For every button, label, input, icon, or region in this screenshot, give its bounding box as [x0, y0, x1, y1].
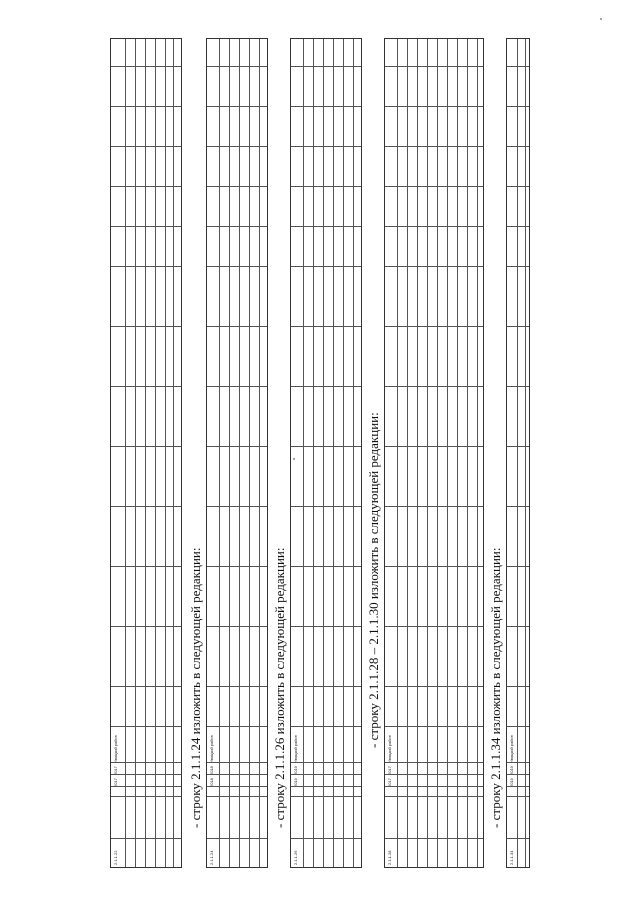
grid-column-line [207, 186, 267, 187]
grid-column-line [111, 146, 181, 147]
grid-column-line [207, 566, 267, 567]
grid-column-line [111, 266, 181, 267]
grid-column-line [291, 686, 361, 687]
grid-column-line [111, 186, 181, 187]
grid-column-line [291, 786, 361, 787]
grid-column-line [207, 506, 267, 507]
grid-column-line [385, 726, 483, 727]
grid-column-line [385, 146, 483, 147]
row-id: 2.1.1.22 [113, 850, 118, 865]
grid-column-line [385, 326, 483, 327]
grid-row-line [135, 39, 136, 867]
grid-column-line [207, 838, 267, 839]
grid-row-line [343, 39, 344, 867]
grid-column-line [111, 226, 181, 227]
grid-column-line [111, 762, 181, 763]
grid-row-line [259, 39, 260, 867]
grid-column-line [291, 226, 361, 227]
district: Ивацкий район [113, 734, 118, 763]
grid-row-line [219, 39, 220, 867]
row-id: 2.1.1.28 [387, 850, 392, 865]
year-start: 2017 [387, 777, 392, 787]
grid-column-line [291, 446, 361, 447]
grid-column-line [291, 796, 361, 797]
grid-column-line [291, 726, 361, 727]
year-start: 2017 [113, 777, 118, 787]
grid-column-line [111, 66, 181, 67]
table-block-5 [506, 38, 530, 868]
grid-column-line [111, 446, 181, 447]
grid-column-line [291, 774, 361, 775]
grid-column-line [291, 146, 361, 147]
table-block-2 [206, 38, 268, 868]
grid-column-line [207, 386, 267, 387]
district: Ивацкий район [387, 734, 392, 763]
district: Ивацкий район [293, 734, 298, 763]
grid-column-line [111, 106, 181, 107]
grid-row-line [249, 39, 250, 867]
district: Ивацкий район [509, 734, 514, 763]
grid-column-line [111, 838, 181, 839]
grid-column-line [291, 506, 361, 507]
year-start: 2018 [209, 777, 214, 787]
grid-column-line [207, 326, 267, 327]
grid-column-line [385, 266, 483, 267]
grid-column-line [291, 566, 361, 567]
year-end: 2017 [113, 765, 118, 775]
grid-row-line [477, 39, 478, 867]
grid-column-line [385, 386, 483, 387]
rotated-content [110, 38, 530, 868]
grid-column-line [385, 446, 483, 447]
grid-row-line [303, 39, 304, 867]
year-end: 2019 [509, 765, 514, 775]
year-end: 2018 [209, 765, 214, 775]
scan-speck [600, 18, 602, 20]
grid-column-line [111, 786, 181, 787]
grid-column-line [207, 762, 267, 763]
grid-column-line [111, 774, 181, 775]
grid-row-line [173, 39, 174, 867]
table-block-1 [110, 38, 182, 868]
grid-column-line [207, 774, 267, 775]
grid-row-line [125, 39, 126, 867]
grid-row-line [165, 39, 166, 867]
grid-row-line [145, 39, 146, 867]
grid-row-line [517, 39, 518, 867]
grid-column-line [111, 796, 181, 797]
grid-row-line [333, 39, 334, 867]
grid-column-line [111, 686, 181, 687]
grid-column-line [207, 146, 267, 147]
grid-row-line [353, 39, 354, 867]
table-block-3 [290, 38, 362, 868]
year-start: 2019 [509, 777, 514, 787]
caption-2: - строку 2.1.1.26 изложить в следующей редакции: [272, 547, 287, 828]
grid-row-line [457, 39, 458, 867]
grid-column-line [207, 726, 267, 727]
grid-column-line [385, 774, 483, 775]
grid-column-line [291, 326, 361, 327]
year-end: 2017 [387, 765, 392, 775]
grid-column-line [385, 566, 483, 567]
year-end: 2019 [293, 765, 298, 775]
grid-column-line [291, 106, 361, 107]
grid-column-line [207, 786, 267, 787]
grid-row-line [407, 39, 408, 867]
grid-column-line [111, 386, 181, 387]
grid-row-line [467, 39, 468, 867]
grid-row-line [239, 39, 240, 867]
grid-column-line [111, 626, 181, 627]
district: Ивацкий район [209, 734, 214, 763]
caption-3: - строку 2.1.1.28 – 2.1.1.30 изложить в следующей редакции: [366, 411, 381, 748]
grid-row-line [397, 39, 398, 867]
grid-row-line [427, 39, 428, 867]
grid-column-line [291, 626, 361, 627]
grid-column-line [291, 838, 361, 839]
grid-row-line [525, 39, 526, 867]
grid-row-line [323, 39, 324, 867]
grid-column-line [385, 796, 483, 797]
caption-1: - строку 2.1.1.24 изложить в следующей редакции: [188, 547, 203, 828]
grid-row-line [417, 39, 418, 867]
grid-row-line [437, 39, 438, 867]
grid-column-line [385, 66, 483, 67]
grid-column-line [207, 266, 267, 267]
grid-column-line [111, 326, 181, 327]
grid-column-line [291, 266, 361, 267]
grid-column-line [385, 106, 483, 107]
grid-column-line [207, 686, 267, 687]
grid-column-line [385, 186, 483, 187]
grid-row-line [313, 39, 314, 867]
grid-column-line [385, 626, 483, 627]
grid-column-line [111, 726, 181, 727]
grid-column-line [111, 566, 181, 567]
grid-row-line [155, 39, 156, 867]
grid-column-line [207, 626, 267, 627]
grid-column-line [207, 226, 267, 227]
grid-column-line [207, 796, 267, 797]
grid-column-line [291, 762, 361, 763]
grid-column-line [291, 66, 361, 67]
grid-row-line [229, 39, 230, 867]
grid-column-line [385, 686, 483, 687]
grid-column-line [385, 226, 483, 227]
grid-column-line [291, 386, 361, 387]
grid-column-line [291, 186, 361, 187]
grid-column-line [385, 762, 483, 763]
grid-column-line [385, 786, 483, 787]
grid-column-line [207, 66, 267, 67]
row-id: 2.1.1.34 [509, 850, 514, 865]
row-id: 2.1.1.26 [293, 850, 298, 865]
grid-column-line [385, 838, 483, 839]
grid-column-line [385, 506, 483, 507]
table-block-4 [384, 38, 484, 868]
grid-column-line [207, 106, 267, 107]
grid-row-line [447, 39, 448, 867]
caption-4: - строку 2.1.1.34 изложить в следующей редакции: [488, 547, 503, 828]
grid-column-line [207, 446, 267, 447]
year-start: 2019 [293, 777, 298, 787]
row-id: 2.1.1.24 [209, 850, 214, 865]
grid-column-line [111, 506, 181, 507]
